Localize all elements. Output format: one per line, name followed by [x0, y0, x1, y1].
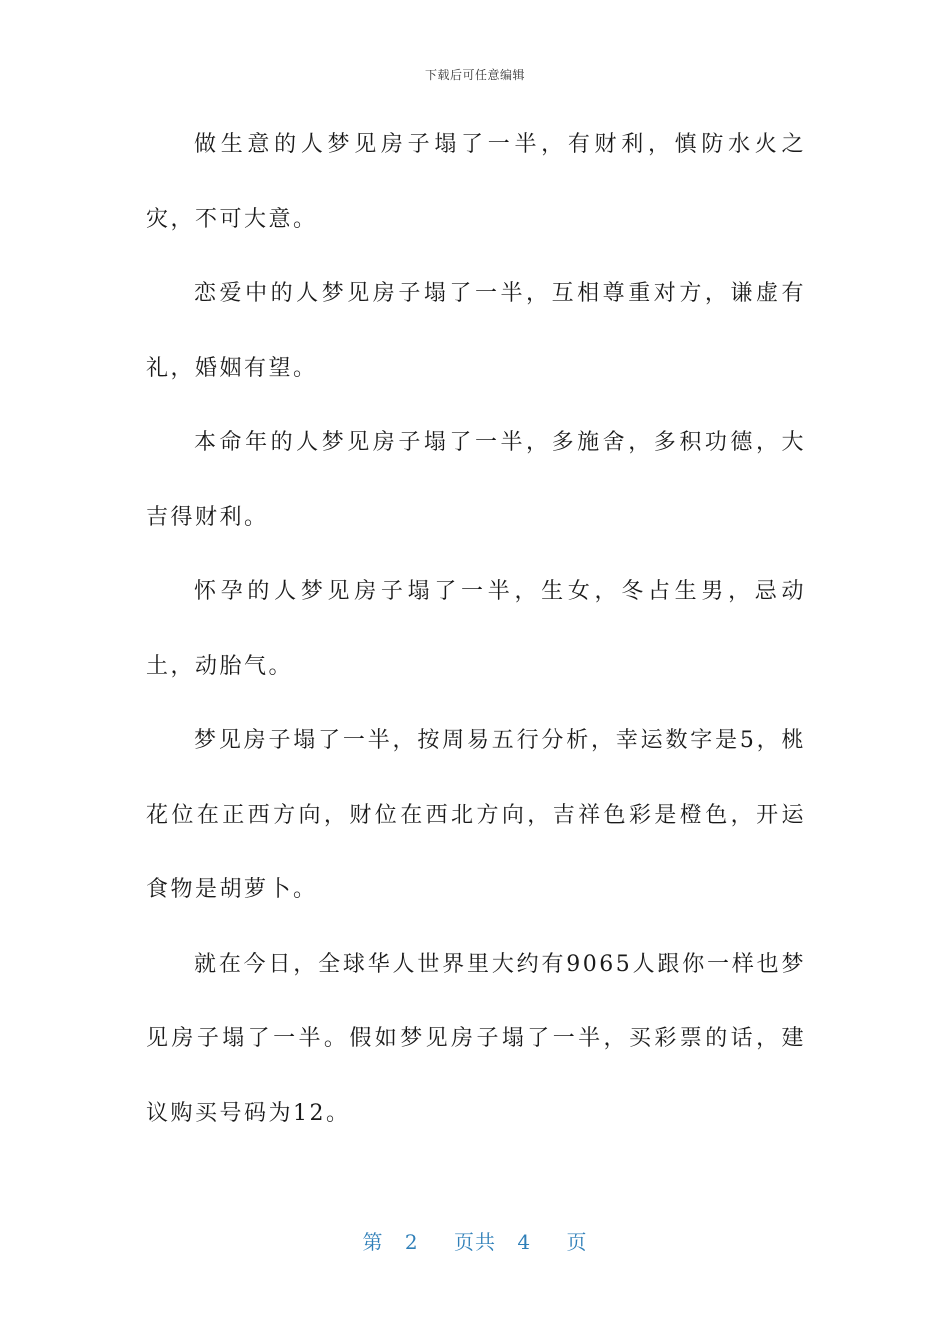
paragraph-zodiac-year: 本命年的人梦见房子塌了一半，多施舍，多积功德，大吉得财利。 — [146, 430, 806, 530]
document-body — [146, 108, 806, 1151]
footer-prefix: 第 — [362, 1230, 384, 1254]
paragraph-five-elements: 梦见房子塌了一半，按周易五行分析，幸运数字是5，桃花位在正西方向，财位在西北方向，吉祥色彩是橙色，开运食物是胡萝卜。 — [146, 728, 806, 902]
paragraph-business: 做生意的人梦见房子塌了一半，有财利，慎防水火之灾，不可大意。 — [146, 132, 806, 232]
footer-middle: 页共 — [454, 1230, 496, 1254]
paragraph-romance: 恋爱中的人梦见房子塌了一半，互相尊重对方，谦虚有礼，婚姻有望。 — [146, 281, 806, 381]
paragraph-lottery: 就在今日，全球华人世界里大约有9065人跟你一样也梦见房子塌了一半。假如梦见房子塌了一半，买彩票的话，建议购买号码为12。 — [146, 951, 806, 1126]
footer-current-page: 2 — [404, 1230, 419, 1254]
footer-suffix: 页 — [566, 1230, 588, 1254]
paragraph-pregnancy: 怀孕的人梦见房子塌了一半，生女，冬占生男，忌动土，动胎气。 — [146, 579, 806, 679]
header-note: 下载后可任意编辑 — [424, 68, 525, 82]
footer-total-pages: 4 — [517, 1230, 532, 1254]
page-footer — [0, 1226, 950, 1255]
